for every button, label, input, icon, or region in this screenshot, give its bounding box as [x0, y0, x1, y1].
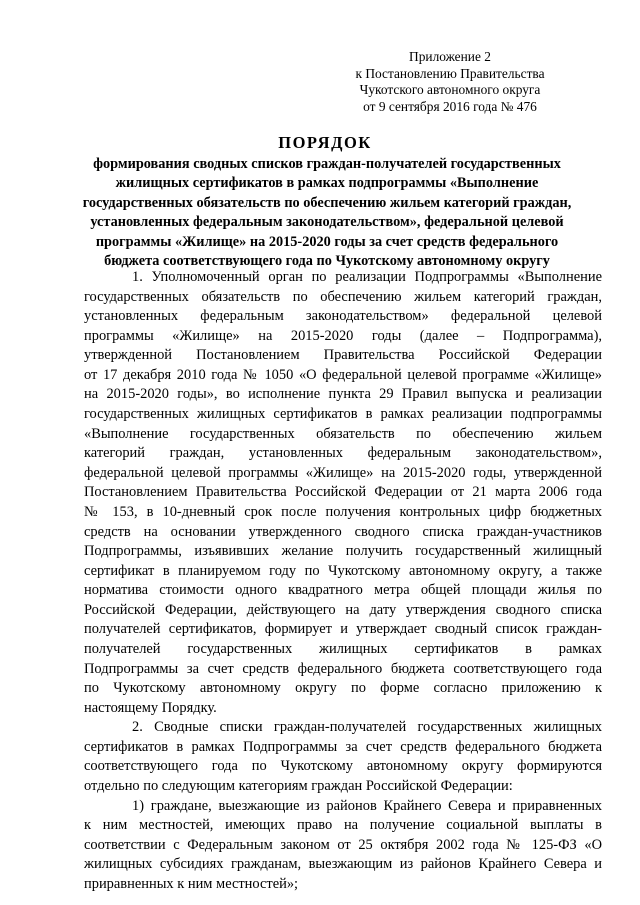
- paragraph-1-line: Подпрограммы за счет средств федерального бюджета соответствующего года: [84, 660, 602, 677]
- paragraph-1-line: получателей сертификатов, формирует и утверждает сводный список граждан-: [84, 621, 602, 638]
- list-item-1-line: жилищных субсидиях гражданам, выезжающим из районов Крайнего Севера и: [84, 856, 602, 873]
- list-item-1-line: соответствии с Федеральным законом от 25 октября 2002 года № 125-ФЗ «О: [84, 836, 602, 853]
- paragraph-1-line: сертификат в планируемом году по Чукотскому автономному округу, а также: [84, 562, 602, 579]
- list-item-1-line: приравненных к ним местностей»;: [84, 875, 299, 892]
- paragraph-1-line: на 2015-2020 годы», во исполнение пункта 29 Правил выпуска и реализации: [84, 386, 602, 403]
- paragraph-1-line: по Чукотскому автономному округу по форме согласно приложению к: [84, 680, 602, 697]
- paragraph-1-line: получателей государственных жилищных сертификатов в рамках: [84, 640, 602, 657]
- subtitle-line: программы «Жилище» на 2015-2020 годы за счет средств федерального: [95, 233, 559, 250]
- subtitle-line: бюджета соответствующего года по Чукотскому автономному округу: [104, 253, 550, 270]
- paragraph-2-line: соответствующего года по Чукотскому автономному округу формируются: [84, 758, 602, 775]
- appendix-line-1: Приложение 2: [409, 49, 491, 64]
- list-item-1-line: 1) граждане, выезжающие из районов Крайнего Севера и приравненных: [132, 797, 602, 814]
- paragraph-1-line: настоящему Порядку.: [84, 699, 217, 716]
- appendix-line-3: Чукотского автономного округа: [359, 82, 541, 98]
- paragraph-2-line: сертификатов в рамках Подпрограммы за счет средств федерального бюджета: [84, 738, 602, 755]
- paragraph-1-line: федеральной целевой программы «Жилище» на 2015-2020 годы, утвержденной: [84, 464, 602, 481]
- paragraph-1-line: Подпрограммы, изъявивших желание получить государственный жилищный: [84, 543, 602, 560]
- paragraph-1-line: норматива стоимости одного квадратного метра общей площади жилья по: [84, 582, 602, 599]
- paragraph-1-line: Российской Федерации, действующего на дату утверждения сводного списка: [84, 601, 602, 618]
- appendix-header: [300, 49, 600, 115]
- list-item-1-line: к ним местностей, имеющих право на получение социальной выплаты в: [84, 817, 602, 834]
- paragraph-1-line: средств на основании утвержденного сводного списка граждан-участников: [84, 523, 602, 540]
- paragraph-1-line: установленных федеральным законодательством» федеральной целевой: [84, 308, 602, 325]
- appendix-line-2: к Постановлению Правительства: [355, 65, 545, 81]
- paragraph-1-line: утвержденной Постановлением Правительства Российской Федерации: [84, 347, 602, 364]
- paragraph-2-line: отдельно по следующим категориям граждан Российской Федерации:: [84, 778, 513, 795]
- paragraph-1-line: государственных обязательств по обеспечению жильем категорий граждан,: [84, 288, 602, 305]
- paragraph-1-line: № 153, в 10-дневный срок после получения контрольных цифр бюджетных: [84, 503, 602, 520]
- paragraph-1-line: «Выполнение государственных обязательств по обеспечению жильем: [84, 425, 602, 442]
- document-title: ПОРЯДОК: [278, 133, 372, 152]
- appendix-line-4: от 9 сентября 2016 года № 476: [363, 98, 537, 114]
- paragraph-1-line: категорий граждан, установленных федеральным законодательством»,: [84, 445, 602, 462]
- subtitle-line: установленных федеральным законодательством», федеральной целевой: [90, 214, 564, 231]
- paragraph-1-line: государственных жилищных сертификатов в рамках реализации подпрограммы: [84, 406, 602, 423]
- subtitle-line: формирования сводных списков граждан-получателей государственных: [93, 156, 561, 172]
- paragraph-2-line: 2. Сводные списки граждан-получателей государственных жилищных: [132, 719, 602, 736]
- subtitle-line: жилищных сертификатов в рамках подпрограммы «Выполнение: [115, 175, 539, 192]
- document-body: [84, 268, 602, 895]
- paragraph-1-line: от 17 декабря 2010 года № 1050 «О федеральной целевой программе «Жилище»: [84, 366, 602, 383]
- subtitle-line: государственных обязательств по обеспечению жильем категорий граждан,: [82, 194, 572, 211]
- paragraph-1-line: Постановлением Правительства Российской Федерации от 21 марта 2006 года: [84, 484, 602, 501]
- paragraph-1-line: 1. Уполномоченный орган по реализации Подпрограммы «Выполнение: [132, 269, 602, 285]
- paragraph-1-line: программы «Жилище» на 2015-2020 годы (далее – Подпрограмма),: [84, 327, 602, 344]
- document-subtitle: [72, 155, 582, 271]
